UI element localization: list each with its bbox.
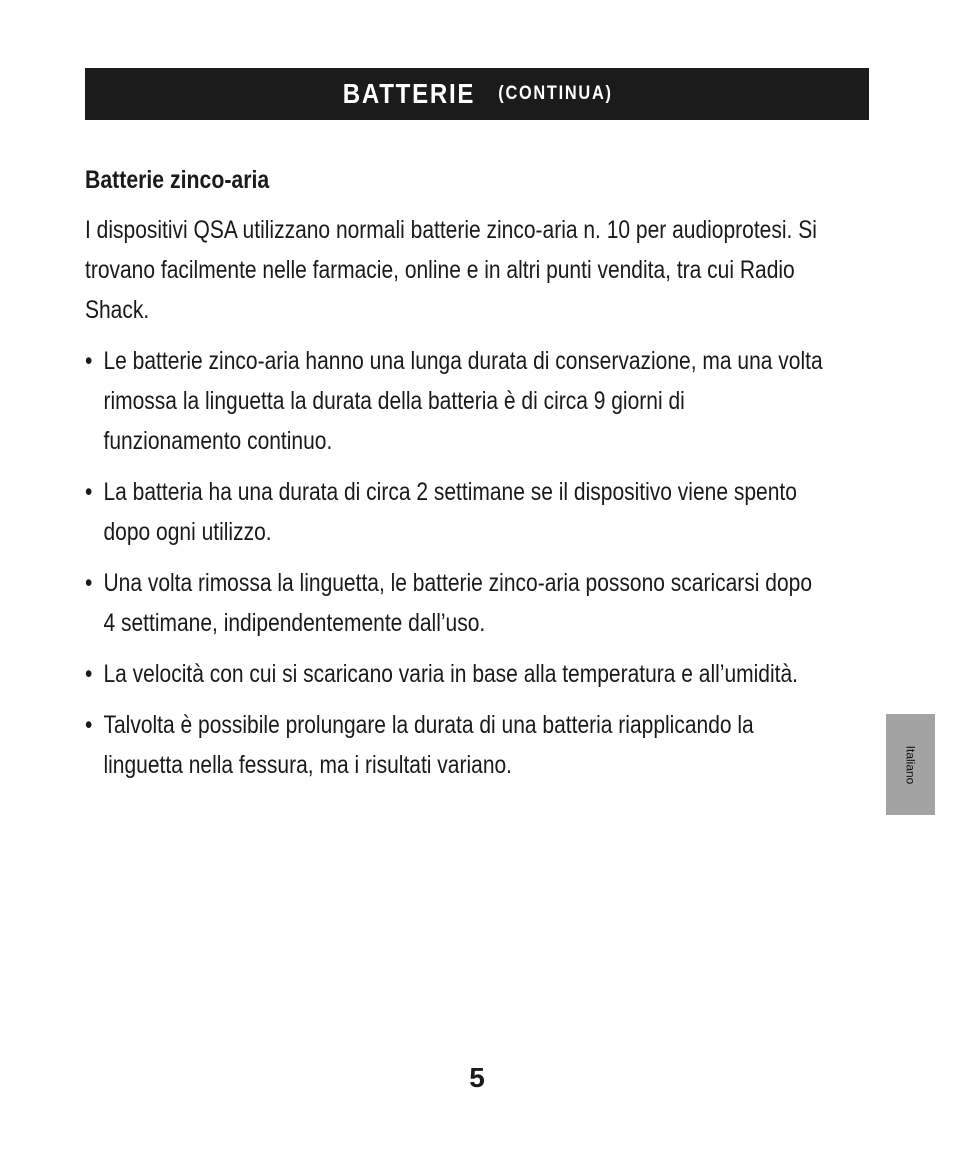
bullet-dot: • (85, 569, 93, 597)
bullet-list (85, 341, 824, 785)
list-item (85, 563, 824, 643)
list-item-text: Talvolta è possibile prolungare la durata di una batteria riapplicando la linguetta nella fessura, ma i risultati variano. (103, 711, 754, 779)
section-header-bar (85, 68, 869, 120)
list-item (85, 472, 824, 552)
bullet-dot: • (85, 478, 93, 506)
bullet-dot: • (85, 711, 93, 739)
intro-paragraph: I dispositivi QSA utilizzano normali batterie zinco-aria n. 10 per audioprotesi. Si trovano facilmente nelle farmacie, online e in altri punti vendita, tra cui Radio Shack. (85, 216, 817, 324)
list-item (85, 654, 824, 694)
language-tab (886, 714, 935, 815)
section-title: Batterie zinco-aria (85, 166, 270, 194)
bullet-dot: • (85, 347, 93, 375)
list-item-text: La batteria ha una durata di circa 2 settimane se il dispositivo viene spento dopo ogni utilizzo. (103, 478, 797, 546)
header-title: BATTERIE (342, 78, 475, 109)
list-item-text: Una volta rimossa la linguetta, le batterie zinco-aria possono scaricarsi dopo 4 settimane, indipendentemente dall’uso. (103, 569, 813, 637)
language-tab-label: Italiano (903, 745, 918, 784)
body-text (85, 210, 824, 785)
main-content (85, 160, 845, 785)
list-item-text: Le batterie zinco-aria hanno una lunga durata di conservazione, ma una volta rimossa la linguetta la durata della batteria è di circa 9 giorni di funzionamento continuo. (103, 347, 823, 455)
list-item-text: La velocità con cui si scaricano varia in base alla temperatura e all’umidità. (103, 660, 799, 688)
header-subtitle: (CONTINUA) (498, 83, 614, 104)
page-number: 5 (469, 1062, 485, 1093)
list-item (85, 705, 824, 785)
bullet-dot: • (85, 660, 93, 688)
list-item (85, 341, 824, 461)
